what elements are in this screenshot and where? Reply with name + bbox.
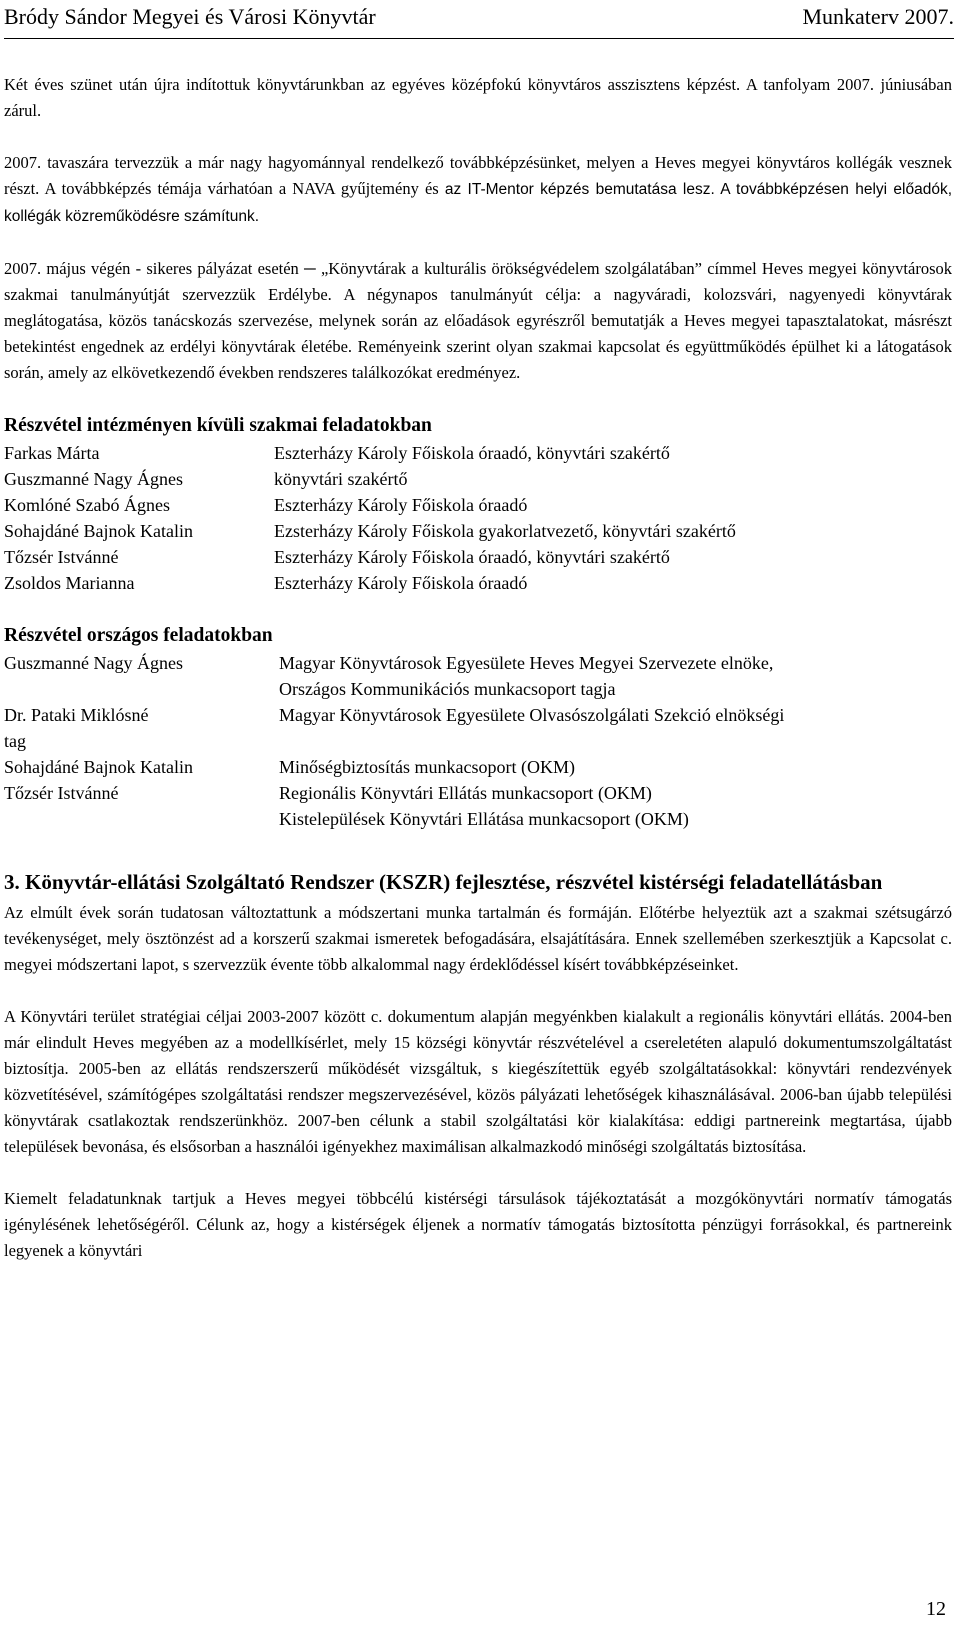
person-name: Sohajdáné Bajnok Katalin (4, 757, 193, 777)
national-participation-list (4, 650, 952, 832)
person-role: Eszterházy Károly Főiskola óraadó (274, 495, 528, 515)
list-item (4, 544, 952, 570)
person-name: Guszmanné Nagy Ágnes (4, 653, 183, 673)
person-name: Dr. Pataki Miklósné (4, 705, 149, 725)
list-item (4, 518, 952, 544)
external-participation-list (4, 440, 952, 596)
person-name: Tőzsér Istvánné (4, 783, 119, 803)
page-header (4, 2, 954, 39)
list-item (4, 702, 952, 728)
list-item (4, 728, 952, 754)
person-name: Sohajdáné Bajnok Katalin (4, 521, 193, 541)
person-role: Eszterházy Károly Főiskola óraadó, könyvtári szakértő (274, 443, 670, 463)
list-item (4, 492, 952, 518)
person-role: Eszterházy Károly Főiskola óraadó, könyvtári szakértő (274, 547, 670, 567)
section-title-national: Részvétel országos feladatokban (4, 625, 273, 646)
person-name: Komlóné Szabó Ágnes (4, 495, 170, 515)
paragraph-spring-training-part2: az IT-Mentor képzés bemutatása lesz. A továbbképzésen helyi előadók, kollégák közreműködésre számítunk. (4, 181, 953, 225)
person-name (4, 676, 279, 702)
person-role: Kistelepülések Könyvtári Ellátása munkacsoport (OKM) (279, 809, 689, 829)
person-name: Guszmanné Nagy Ágnes (4, 469, 183, 489)
chapter-title-kszr: 3. Könyvtár-ellátási Szolgáltató Rendszer (KSZR) fejlesztése, részvétel kistérségi feladatellátásban (4, 870, 883, 894)
person-name (4, 806, 279, 832)
header-document-title: Munkaterv 2007. (802, 4, 954, 29)
list-item (4, 570, 952, 596)
paragraph-regional-service: A Könyvtári terület stratégiai céljai 2003-2007 között c. dokumentum alapján megyénkben kialakult a regionális könyvtári ellátás. 2004-ben már elindult Heves megyében az a modellkísérlet, mely 15 községi könyvtár részvételével a csereletéten alapuló dokumentumszolgáltatást biztosítja. 2005-ben az ellátás rendszerszerű működését vizsgáltuk, s kiegészítettük egyéb szolgáltatásokkal: könyvtári rendezvények közvetítésével, számítógépes szolgáltatási rendszer megszervezésével, közös pályázati lehetőségek kihasználásával. 2006-ban újabb települési könyvtárak csatlakoztak rendszerünkhöz. 2007-ben célunk a stabil szolgáltatási kör kialakítása: eddigi partnereink megtartása, újabb települések bevonása, és elsősorban a használói igényekhez maximálisan alkalmazkodó minőségi szolgáltatás biztosítása. (4, 1007, 952, 1156)
paragraph-spring-training-part1: 2007. tavaszára tervezzük a már nagy hagyománnyal rendelkező továbbképzésünket, melyen a Heves megyei könyvtáros kollégák vesznek részt. A továbbképzés témája várhatóan a NAVA gyűjtemény és (4, 153, 952, 198)
header-library-name: Bródy Sándor Megyei és Városi Könyvtár (4, 4, 376, 29)
section-title-external: Részvétel intézményen kívüli szakmai feladatokban (4, 415, 432, 436)
list-item (4, 754, 952, 780)
paragraph-methodology: Az elmúlt évek során tudatosan változtattunk a módszertani munka tartalmán és formáján. Előtérbe helyeztük azt a szakmai szétsugárzó tevékenységet, mely ösztönzést ad a korszerű szakmai ismeretek befogadására, elsajátítására. Ennek szellemében szerkesztjük a Kapcsolat c. megyei módszertani lapot, s szervezzük évente több alkalommal nagy érdeklődéssel kísért továbbképzéseinket. (4, 903, 952, 974)
person-role (279, 728, 952, 754)
person-name: Tőzsér Istvánné (4, 547, 119, 567)
person-role: Magyar Könyvtárosok Egyesülete Heves Megyei Szervezete elnöke, (279, 653, 774, 673)
page-number: 12 (926, 1598, 946, 1620)
list-item (4, 780, 952, 806)
person-role: Ezsterházy Károly Főiskola gyakorlatvezető, könyvtári szakértő (274, 521, 736, 541)
paragraph-training-course: Két éves szünet után újra indítottuk könyvtárunkban az egyéves középfokú könyvtáros asszisztens képzést. A tanfolyam 2007. júniusában zárul. (4, 75, 952, 120)
person-role: könyvtári szakértő (274, 469, 408, 489)
person-role: Minőségbiztosítás munkacsoport (OKM) (279, 757, 575, 777)
person-role: Országos Kommunikációs munkacsoport tagja (279, 679, 616, 699)
person-name: Farkas Márta (4, 443, 100, 463)
list-item (4, 676, 952, 702)
list-item (4, 650, 952, 676)
person-name: tag (4, 731, 26, 751)
paragraph-subregion-tasks: Kiemelt feladatunknak tartjuk a Heves megyei többcélú kistérségi társulások tájékoztatását a mozgókönyvtári normatív támogatás igénylésének lehetőségéről. Célunk az, hogy a kistérségek éljenek a normatív támogatás biztosította pénzügyi forrásokkal, és partnereink legyenek a könyvtári (4, 1189, 952, 1260)
paragraph-spring-training (4, 150, 952, 230)
paragraph-study-trip: 2007. május végén - sikeres pályázat esetén ─ „Könyvtárak a kulturális örökségvédelem szolgálatában” címmel Heves megyei könyvtárosok szakmai tanulmányútját szervezzük Erdélybe. A négynapos tanulmányút célja: a nagyváradi, kolozsvári, nagyenyedi könyvtárak meglátogatása, közös tanácskozás szervezése, melynek során az előadások egyrészről bemutatják a Heves megyei tapasztalatokat, másrészt betekintést engednek az erdélyi könyvtárak életébe. Reményeink szerint olyan szakmai kapcsolat és együttműködés épülhet ki a látogatások során, amely az elkövetkezendő években rendszeres találkozókat eredményez. (4, 259, 952, 382)
page-content (4, 72, 952, 1264)
list-item (4, 806, 952, 832)
person-role: Eszterházy Károly Főiskola óraadó (274, 573, 528, 593)
person-role: Magyar Könyvtárosok Egyesülete Olvasószolgálati Szekció elnökségi (279, 705, 785, 725)
person-name: Zsoldos Marianna (4, 573, 135, 593)
person-role: Regionális Könyvtári Ellátás munkacsoport (OKM) (279, 783, 652, 803)
list-item (4, 466, 952, 492)
list-item (4, 440, 952, 466)
